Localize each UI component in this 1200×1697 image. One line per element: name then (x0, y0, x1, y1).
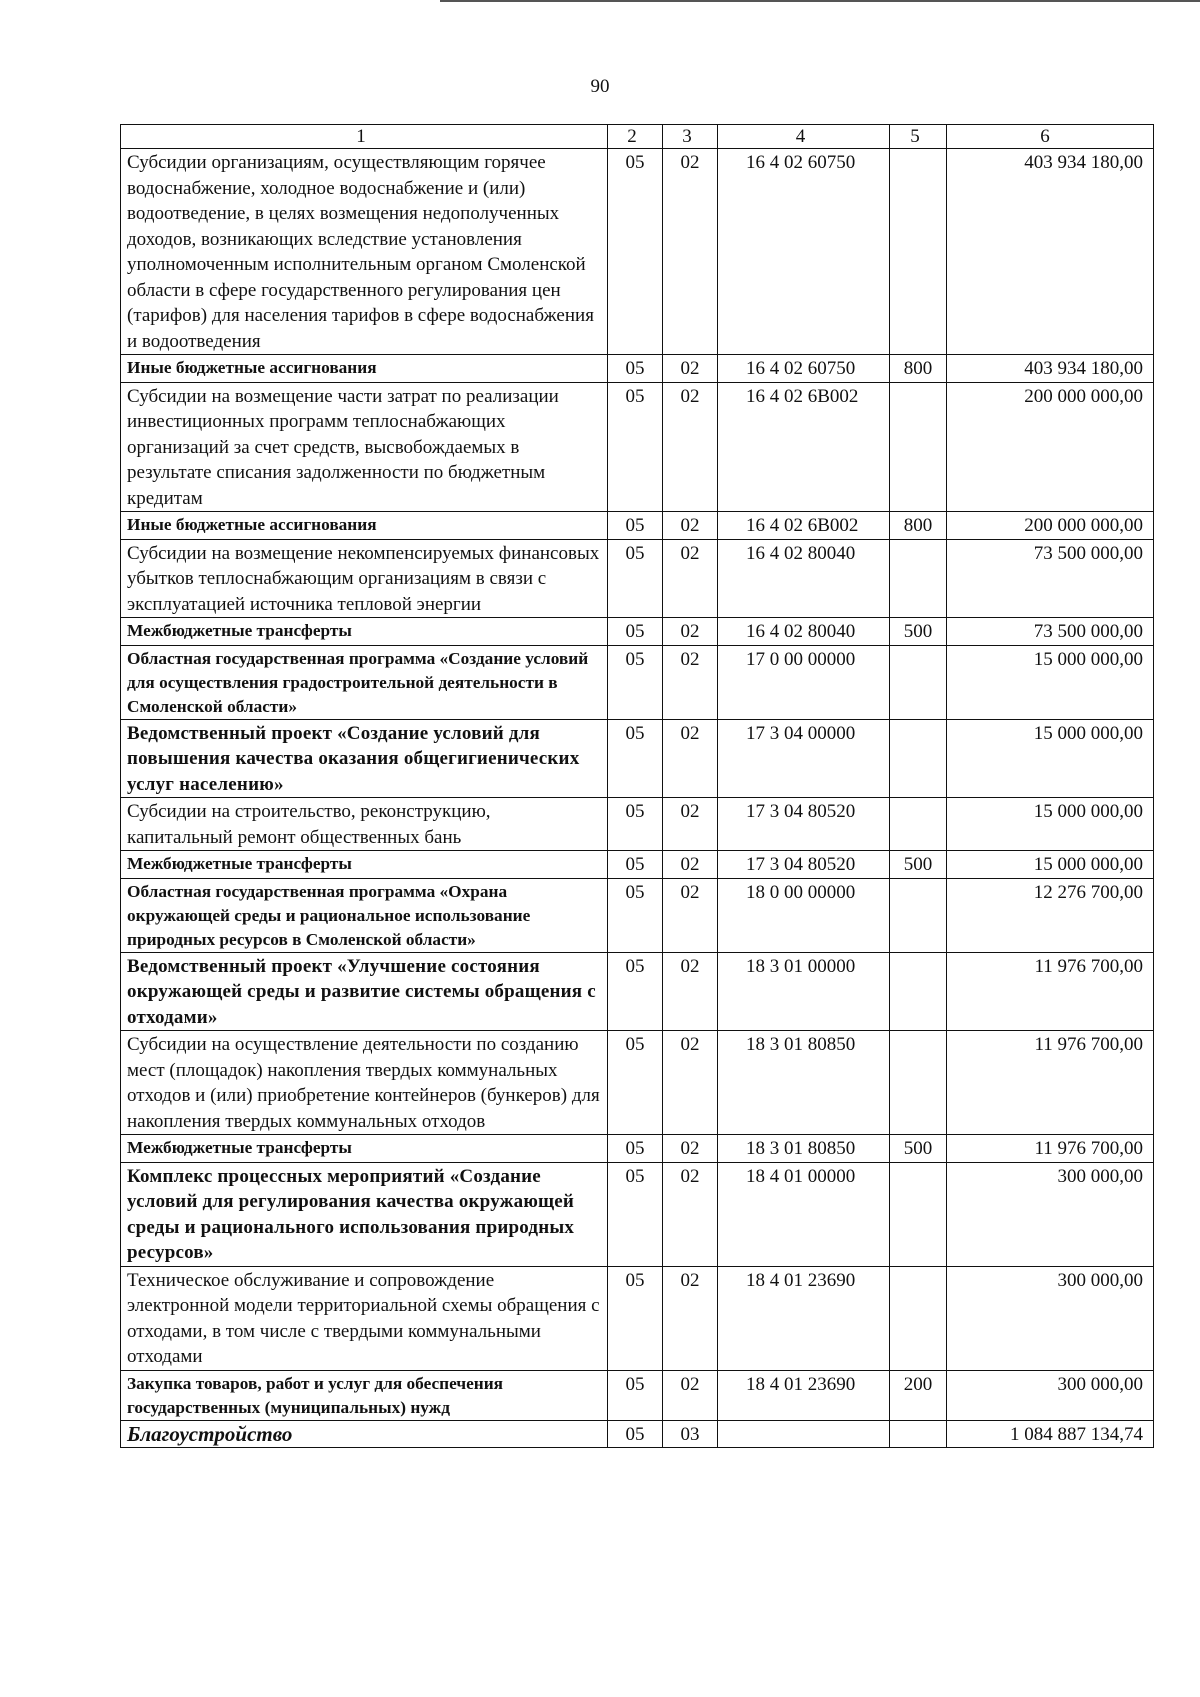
row-name-cell: Межбюджетные трансферты (121, 1135, 608, 1163)
table-row (121, 719, 1154, 798)
target-code-cell: 16 4 02 60750 (718, 355, 890, 383)
subsection-cell: 02 (663, 355, 718, 383)
section-cell: 05 (608, 798, 663, 851)
expense-type-cell: 500 (890, 851, 947, 879)
subsection-cell: 02 (663, 512, 718, 540)
section-cell: 05 (608, 355, 663, 383)
table-row (121, 1420, 1154, 1448)
subsection-cell: 03 (663, 1420, 718, 1448)
expense-type-cell (890, 645, 947, 719)
subsection-cell: 02 (663, 878, 718, 952)
section-cell: 05 (608, 539, 663, 618)
expense-type-cell (890, 798, 947, 851)
section-cell: 05 (608, 1266, 663, 1370)
subsection-cell: 02 (663, 1370, 718, 1420)
section-cell: 05 (608, 512, 663, 540)
amount-cell: 403 934 180,00 (947, 355, 1154, 383)
table-row (121, 851, 1154, 879)
target-code-cell: 18 3 01 80850 (718, 1135, 890, 1163)
expense-type-cell (890, 1420, 947, 1448)
expense-type-cell: 200 (890, 1370, 947, 1420)
table-row (121, 1370, 1154, 1420)
table-row (121, 149, 1154, 355)
header-cell: 6 (947, 125, 1154, 149)
row-name-cell: Субсидии на возмещение некомпенсируемых финансовых убытков теплоснабжающим организациям в связи с эксплуатацией источника тепловой энергии (121, 539, 608, 618)
expense-type-cell (890, 149, 947, 355)
target-code-cell: 16 4 02 6В002 (718, 382, 890, 512)
table-row (121, 382, 1154, 512)
section-cell: 05 (608, 382, 663, 512)
row-name-cell: Субсидии на осуществление деятельности по созданию мест (площадок) накопления твердых коммунальных отходов и (или) приобретение контейнеров (бункеров) для накопления твердых коммунальных отходов (121, 1031, 608, 1135)
header-cell: 2 (608, 125, 663, 149)
table-row (121, 539, 1154, 618)
subsection-cell: 02 (663, 1266, 718, 1370)
table-row (121, 645, 1154, 719)
row-name-cell: Областная государственная программа «Охрана окружающей среды и рациональное использование природных ресурсов в Смоленской области» (121, 878, 608, 952)
table-row (121, 355, 1154, 383)
row-name-cell: Областная государственная программа «Создание условий для осуществления градостроительной деятельности в Смоленской области» (121, 645, 608, 719)
amount-cell: 15 000 000,00 (947, 645, 1154, 719)
subsection-cell: 02 (663, 1162, 718, 1266)
expense-type-cell: 500 (890, 618, 947, 646)
target-code-cell: 18 4 01 23690 (718, 1370, 890, 1420)
amount-cell: 300 000,00 (947, 1266, 1154, 1370)
row-name-cell: Межбюджетные трансферты (121, 618, 608, 646)
row-name-cell: Закупка товаров, работ и услуг для обеспечения государственных (муниципальных) нужд (121, 1370, 608, 1420)
amount-cell: 300 000,00 (947, 1370, 1154, 1420)
subsection-cell: 02 (663, 851, 718, 879)
target-code-cell: 18 0 00 00000 (718, 878, 890, 952)
row-name-cell: Субсидии на возмещение части затрат по реализации инвестиционных программ теплоснабжающих организаций за счет средств, высвобождаемых в результате списания задолженности по бюджетным кредитам (121, 382, 608, 512)
subsection-cell: 02 (663, 719, 718, 798)
header-cell: 5 (890, 125, 947, 149)
row-name-cell: Ведомственный проект «Создание условий для повышения качества оказания общегигиенических услуг населению» (121, 719, 608, 798)
row-name-cell: Субсидии организациям, осуществляющим горячее водоснабжение, холодное водоснабжение и (или) водоотведение, в целях возмещения недополученных доходов, возникающих вследствие установления уполномоченным исполнительным органом Смоленской области в сфере государственного регулирования цен (тарифов) для населения тарифов в сфере водоснабжения и водоотведения (121, 149, 608, 355)
subsection-cell: 02 (663, 539, 718, 618)
amount-cell: 15 000 000,00 (947, 851, 1154, 879)
section-cell: 05 (608, 878, 663, 952)
expense-type-cell (890, 1266, 947, 1370)
amount-cell: 11 976 700,00 (947, 952, 1154, 1031)
section-cell: 05 (608, 851, 663, 879)
table-row (121, 1266, 1154, 1370)
target-code-cell: 16 4 02 80040 (718, 618, 890, 646)
page-number: 90 (590, 76, 610, 97)
expense-type-cell (890, 878, 947, 952)
target-code-cell: 17 0 00 00000 (718, 645, 890, 719)
subsection-cell: 02 (663, 382, 718, 512)
header-cell: 3 (663, 125, 718, 149)
expense-type-cell (890, 1031, 947, 1135)
target-code-cell: 18 3 01 80850 (718, 1031, 890, 1135)
section-cell: 05 (608, 1135, 663, 1163)
subsection-cell: 02 (663, 952, 718, 1031)
amount-cell: 73 500 000,00 (947, 618, 1154, 646)
section-cell: 05 (608, 645, 663, 719)
row-name-cell: Иные бюджетные ассигнования (121, 355, 608, 383)
amount-cell: 403 934 180,00 (947, 149, 1154, 355)
table-row (121, 618, 1154, 646)
section-cell: 05 (608, 1370, 663, 1420)
target-code-cell: 17 3 04 80520 (718, 851, 890, 879)
expense-type-cell (890, 719, 947, 798)
target-code-cell: 16 4 02 60750 (718, 149, 890, 355)
table-row (121, 512, 1154, 540)
target-code-cell: 17 3 04 80520 (718, 798, 890, 851)
section-cell: 05 (608, 618, 663, 646)
budget-table (120, 124, 1154, 1448)
table-row (121, 1135, 1154, 1163)
top-rule (440, 0, 1200, 2)
section-cell: 05 (608, 952, 663, 1031)
table-row (121, 878, 1154, 952)
row-name-cell: Техническое обслуживание и сопровождение электронной модели территориальной схемы обращения с отходами, в том числе с твердыми коммунальными отходами (121, 1266, 608, 1370)
expense-type-cell (890, 539, 947, 618)
amount-cell: 15 000 000,00 (947, 719, 1154, 798)
target-code-cell: 18 4 01 23690 (718, 1266, 890, 1370)
header-cell: 1 (121, 125, 608, 149)
row-name-cell: Межбюджетные трансферты (121, 851, 608, 879)
subsection-cell: 02 (663, 1135, 718, 1163)
target-code-cell: 16 4 02 6В002 (718, 512, 890, 540)
target-code-cell: 16 4 02 80040 (718, 539, 890, 618)
row-name-cell: Комплекс процессных мероприятий «Создание условий для регулирования качества окружающей среды и рационального использования природных ресурсов» (121, 1162, 608, 1266)
amount-cell: 11 976 700,00 (947, 1135, 1154, 1163)
subsection-cell: 02 (663, 149, 718, 355)
target-code-cell: 18 4 01 00000 (718, 1162, 890, 1266)
table-header-row (121, 125, 1154, 149)
row-name-cell: Ведомственный проект «Улучшение состояния окружающей среды и развитие системы обращения с отходами» (121, 952, 608, 1031)
expense-type-cell (890, 1162, 947, 1266)
target-code-cell (718, 1420, 890, 1448)
amount-cell: 12 276 700,00 (947, 878, 1154, 952)
amount-cell: 200 000 000,00 (947, 382, 1154, 512)
table-row (121, 1162, 1154, 1266)
subsection-cell: 02 (663, 618, 718, 646)
expense-type-cell: 800 (890, 512, 947, 540)
expense-type-cell (890, 382, 947, 512)
row-name-cell: Иные бюджетные ассигнования (121, 512, 608, 540)
target-code-cell: 18 3 01 00000 (718, 952, 890, 1031)
section-cell: 05 (608, 1420, 663, 1448)
subsection-cell: 02 (663, 1031, 718, 1135)
section-cell: 05 (608, 719, 663, 798)
target-code-cell: 17 3 04 00000 (718, 719, 890, 798)
section-cell: 05 (608, 1162, 663, 1266)
expense-type-cell: 500 (890, 1135, 947, 1163)
section-cell: 05 (608, 149, 663, 355)
row-name-cell: Субсидии на строительство, реконструкцию, капитальный ремонт общественных бань (121, 798, 608, 851)
table-row (121, 952, 1154, 1031)
expense-type-cell (890, 952, 947, 1031)
section-cell: 05 (608, 1031, 663, 1135)
amount-cell: 15 000 000,00 (947, 798, 1154, 851)
header-cell: 4 (718, 125, 890, 149)
amount-cell: 1 084 887 134,74 (947, 1420, 1154, 1448)
amount-cell: 300 000,00 (947, 1162, 1154, 1266)
amount-cell: 73 500 000,00 (947, 539, 1154, 618)
subsection-cell: 02 (663, 798, 718, 851)
table-row (121, 1031, 1154, 1135)
subsection-cell: 02 (663, 645, 718, 719)
row-name-cell: Благоустройство (121, 1420, 608, 1448)
table-row (121, 798, 1154, 851)
amount-cell: 200 000 000,00 (947, 512, 1154, 540)
expense-type-cell: 800 (890, 355, 947, 383)
amount-cell: 11 976 700,00 (947, 1031, 1154, 1135)
